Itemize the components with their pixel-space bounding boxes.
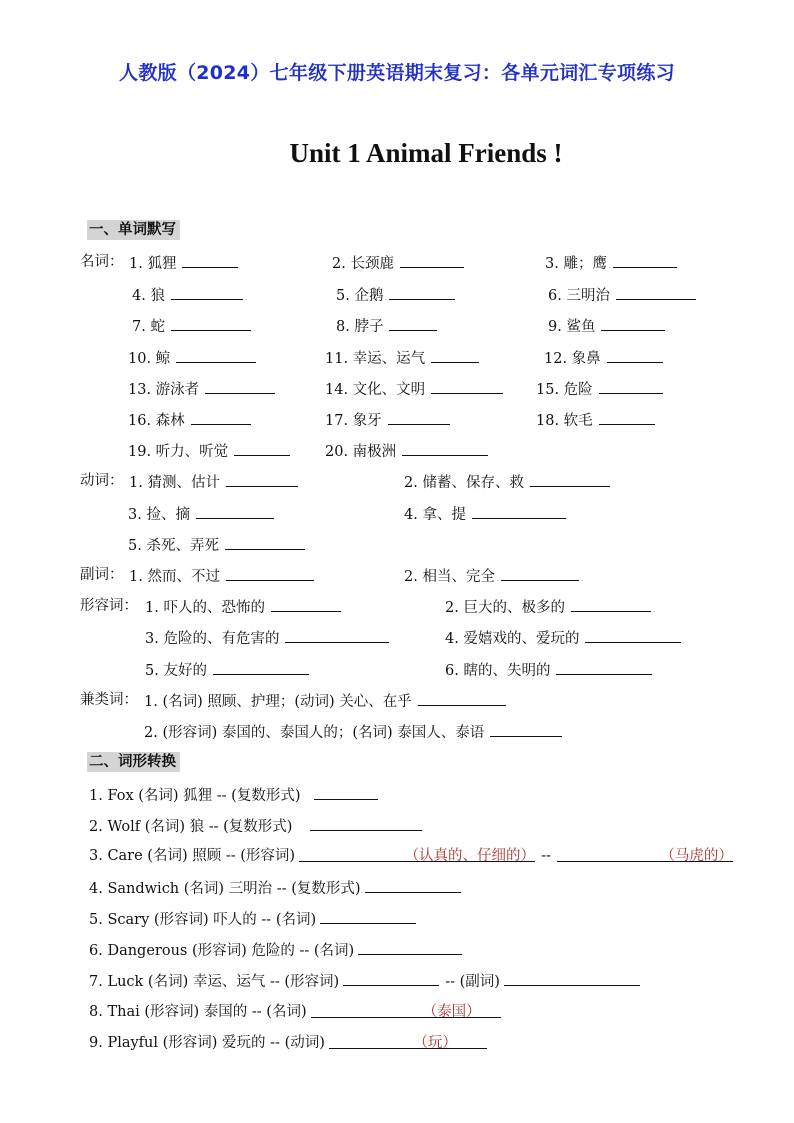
answer-blank[interactable]: [343, 971, 439, 986]
conversion-item: 3. Care (名词) 照顾 -- (形容词) （认真的、仔细的） -- （马虎的）: [89, 848, 733, 864]
conversion-item: 8. Thai (形容词) 泰国的 -- (名词) （泰国）: [89, 1003, 501, 1021]
answer-blank[interactable]: [311, 1003, 501, 1018]
answer-blank[interactable]: [601, 316, 665, 331]
noun-item: 3. 雕；鹰: [545, 253, 677, 273]
conversion-item: 1. Fox (名词) 狐狸 -- (复数形式): [89, 785, 378, 805]
answer-blank[interactable]: [530, 472, 610, 487]
noun-item: 14. 文化、文明: [325, 379, 503, 399]
answer-blank[interactable]: [299, 847, 535, 862]
answer-blank[interactable]: [389, 316, 437, 331]
noun-item: 1. 狐狸: [129, 253, 238, 273]
conversion-item: 9. Playful (形容词) 爱玩的 -- (动词) （玩）: [89, 1034, 487, 1052]
answer-blank[interactable]: [400, 253, 464, 268]
noun-item: 6. 三明治: [548, 285, 696, 305]
conversion-item: 4. Sandwich (名词) 三明治 -- (复数形式): [89, 878, 461, 898]
adjective-item: 2. 巨大的、极多的: [445, 597, 651, 617]
answer-blank[interactable]: [599, 379, 663, 394]
document-top-title: 人教版（2024）七年级下册英语期末复习：各单元词汇专项练习: [119, 62, 675, 84]
answer-blank[interactable]: [226, 566, 314, 581]
verb-item: 2. 储蓄、保存、救: [404, 472, 610, 492]
section-1-heading: 一、单词默写: [87, 220, 180, 240]
adjective-item: 3. 危险的、有危害的: [145, 628, 389, 648]
conversion-item: 6. Dangerous (形容词) 危险的 -- (名词): [89, 940, 462, 960]
adjective-item: 5. 友好的: [145, 660, 309, 680]
answer-blank[interactable]: [285, 628, 389, 643]
hint-text: （玩）: [413, 1035, 457, 1051]
adjective-item: 1. 吓人的、恐怖的: [145, 597, 341, 617]
answer-blank[interactable]: [225, 535, 305, 550]
verb-item: 5. 杀死、弄死: [128, 535, 305, 555]
answer-blank[interactable]: [196, 504, 274, 519]
answer-blank[interactable]: [271, 597, 341, 612]
answer-blank[interactable]: [205, 379, 275, 394]
answer-blank[interactable]: [418, 691, 506, 706]
answer-blank[interactable]: [556, 660, 652, 675]
answer-blank[interactable]: [365, 878, 461, 893]
conversion-item: 7. Luck (名词) 幸运、运气 -- (形容词) -- (副词): [89, 971, 640, 991]
section-2-heading: 二、词形转换: [87, 752, 180, 772]
answer-blank[interactable]: [314, 785, 378, 800]
answer-blank[interactable]: [213, 660, 309, 675]
answer-blank[interactable]: [234, 441, 290, 456]
noun-item: 15. 危险: [536, 379, 663, 399]
answer-blank[interactable]: [388, 410, 450, 425]
answer-blank[interactable]: [402, 441, 488, 456]
noun-item: 17. 象牙: [325, 410, 450, 430]
conversion-item: 2. Wolf (名词) 狼 -- (复数形式): [89, 816, 422, 836]
answer-blank[interactable]: [431, 348, 479, 363]
adjectives-label: 形容词：: [80, 598, 138, 614]
noun-item: 4. 狼: [132, 285, 243, 305]
answer-blank[interactable]: [472, 504, 566, 519]
adjective-item: 4. 爱嬉戏的、爱玩的: [445, 628, 681, 648]
noun-item: 9. 鲨鱼: [548, 316, 665, 336]
unit-title: Unit 1 Animal Friends !: [289, 138, 563, 168]
multi-class-label: 兼类词：: [80, 692, 138, 708]
verb-item: 3. 捡、摘: [128, 504, 274, 524]
answer-blank[interactable]: [358, 940, 462, 955]
answer-blank[interactable]: [191, 410, 251, 425]
adverb-item: 1. 然而、不过: [129, 566, 314, 586]
answer-blank[interactable]: [226, 472, 298, 487]
answer-blank[interactable]: [616, 285, 696, 300]
answer-blank[interactable]: [585, 628, 681, 643]
conversion-item: 5. Scary (形容词) 吓人的 -- (名词): [89, 909, 416, 929]
answer-blank[interactable]: [571, 597, 651, 612]
hint-text: （认真的、仔细的）: [404, 848, 536, 864]
answer-blank[interactable]: [504, 971, 640, 986]
answer-blank[interactable]: [320, 909, 416, 924]
noun-item: 5. 企鹅: [336, 285, 455, 305]
answer-blank[interactable]: [310, 816, 422, 831]
multi-class-item: 1. (名词) 照顾、护理；(动词) 关心、在乎: [144, 691, 506, 711]
answer-blank[interactable]: [171, 285, 243, 300]
verb-item: 1. 猜测、估计: [129, 472, 298, 492]
noun-item: 11. 幸运、运气: [325, 348, 479, 368]
hint-text: （马虎的）: [660, 848, 733, 864]
noun-item: 19. 听力、听觉: [128, 441, 290, 461]
adverb-item: 2. 相当、完全: [404, 566, 579, 586]
answer-blank[interactable]: [176, 348, 256, 363]
noun-item: 20. 南极洲: [325, 441, 488, 461]
noun-item: 8. 脖子: [336, 316, 437, 336]
hint-text: （泰国）: [422, 1004, 481, 1020]
verb-item: 4. 拿、提: [404, 504, 566, 524]
adverbs-label: 副词：: [80, 567, 124, 583]
answer-blank[interactable]: [599, 410, 655, 425]
noun-item: 12. 象鼻: [544, 348, 663, 368]
noun-item: 7. 蛇: [132, 316, 251, 336]
answer-blank[interactable]: [171, 316, 251, 331]
noun-item: 16. 森林: [128, 410, 251, 430]
answer-blank[interactable]: [607, 348, 663, 363]
multi-class-item: 2. (形容词) 泰国的、泰国人的；(名词) 泰国人、泰语: [144, 722, 562, 742]
adjective-item: 6. 瞎的、失明的: [445, 660, 652, 680]
noun-item: 13. 游泳者: [128, 379, 275, 399]
answer-blank[interactable]: [182, 253, 238, 268]
answer-blank[interactable]: [613, 253, 677, 268]
noun-item: 10. 鲸: [128, 348, 256, 368]
answer-blank[interactable]: [490, 722, 562, 737]
answer-blank[interactable]: [501, 566, 579, 581]
answer-blank[interactable]: [329, 1034, 487, 1049]
noun-item: 2. 长颈鹿: [332, 253, 464, 273]
answer-blank[interactable]: [557, 847, 733, 862]
answer-blank[interactable]: [389, 285, 455, 300]
answer-blank[interactable]: [431, 379, 503, 394]
nouns-label: 名词：: [80, 254, 124, 270]
verbs-label: 动词：: [80, 473, 124, 489]
noun-item: 18. 软毛: [536, 410, 655, 430]
